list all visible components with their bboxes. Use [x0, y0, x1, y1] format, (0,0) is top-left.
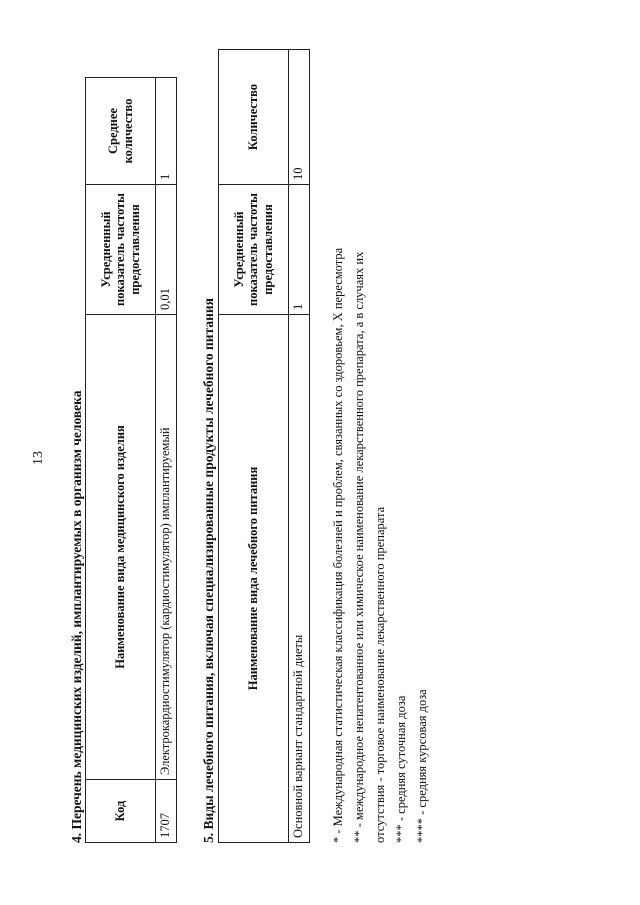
cell-frequency: 1	[289, 185, 310, 315]
footnote-line: **** - средняя курсовая доза	[415, 689, 429, 843]
cell-nutrition-name: Основной вариант стандартной диеты	[289, 315, 310, 843]
section-5-title: 5. Виды лечебного питания, включая специализированные продукты лечебного питания	[201, 298, 216, 843]
header-device-name: Наименование вида медицинского изделия	[86, 315, 156, 780]
header-frequency: Усредненный показатель частоты предоставления	[86, 185, 156, 315]
section-4-title: 4. Перечень медицинских изделий, имплантируемых в организм человека	[69, 390, 84, 843]
footnote-line: ** - международное непатентованное или химическое наименование лекарственного препарата, а в случаях их	[352, 251, 366, 843]
footnote-line: *** - средняя суточная доза	[394, 695, 408, 843]
cell-average-quantity: 1	[156, 78, 177, 185]
footnote-line: отсутствия - торговое наименование лекарственного препарата	[373, 506, 387, 843]
medical-devices-table	[85, 77, 177, 843]
table-header-row	[86, 78, 156, 843]
page-number: 13	[31, 451, 46, 465]
footnotes	[328, 248, 433, 843]
table-row	[156, 78, 177, 843]
header-code: Код	[86, 780, 156, 843]
footnote-line: * - Международная статистическая классификация болезней и проблем, связанных со здоровьем, X пересмотра	[331, 247, 345, 843]
header-average-quantity: Среднее количество	[86, 78, 156, 185]
header-frequency: Усредненный показатель частоты предоставления	[219, 185, 289, 315]
cell-device-name: Электрокардиостимулятор (кардиостимулятор) имплантируемый	[156, 315, 177, 780]
table-row	[289, 50, 310, 843]
cell-quantity: 10	[289, 50, 310, 185]
cell-frequency: 0,01	[156, 185, 177, 315]
header-quantity: Количество	[219, 50, 289, 185]
header-nutrition-name: Наименование вида лечебного питания	[219, 315, 289, 843]
cell-code: 1707	[156, 780, 177, 843]
therapeutic-nutrition-table	[218, 49, 310, 843]
table-header-row	[219, 50, 289, 843]
